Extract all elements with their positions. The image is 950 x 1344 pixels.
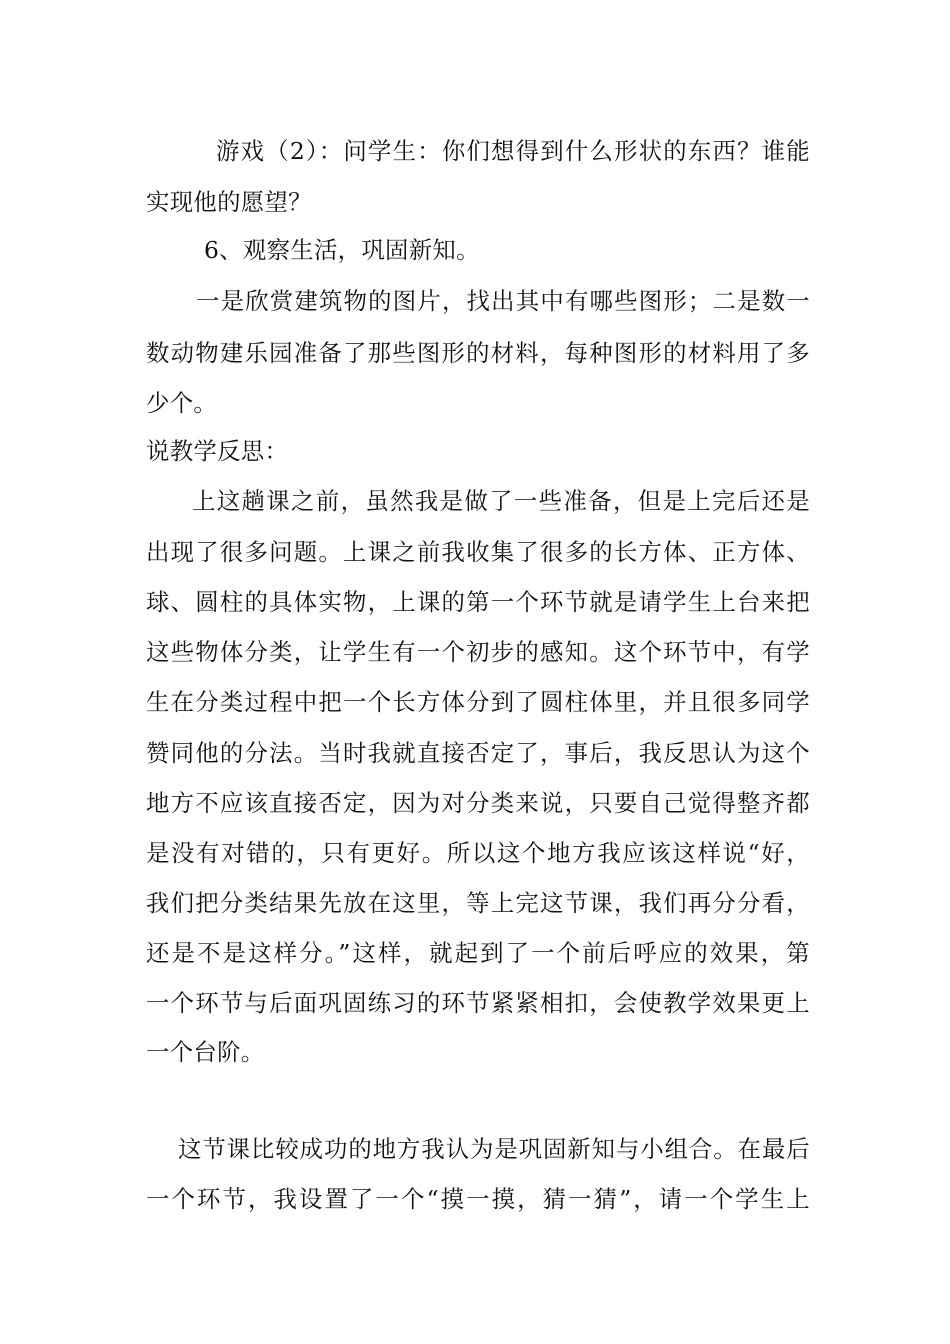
text-line-6: 少个。 xyxy=(146,389,218,417)
text-line-3: 6、观察生活，巩固新知。 xyxy=(204,236,480,264)
text-line-11: 这些物体分类，让学生有一个初步的感知。这个环节中，有学 xyxy=(146,638,810,666)
text-line-12: 生在分类过程中把一个长方体分到了圆柱体里，并且很多同学 xyxy=(146,688,810,716)
text-line-4: 一是欣赏建筑物的图片，找出其中有哪些图形；二是数一 xyxy=(196,287,810,315)
text-line-21: 一个环节，我设置了一个“摸一摸，猜一猜”，请一个学生上 xyxy=(146,1185,810,1213)
text-line-14: 地方不应该直接否定，因为对分类来说，只要自己觉得整齐都 xyxy=(146,789,810,817)
text-line-9: 出现了很多问题。上课之前我收集了很多的长方体、正方体、 xyxy=(146,538,810,566)
text-line-2: 实现他的愿望？ xyxy=(146,188,312,216)
text-line-18: 一个环节与后面巩固练习的环节紧紧相扣，会使教学效果更上 xyxy=(146,989,810,1017)
text-line-13: 赞同他的分法。当时我就直接否定了，事后，我反思认为这个 xyxy=(146,739,810,767)
text-line-19: 一个台阶。 xyxy=(146,1038,265,1066)
text-line-16: 我们把分类结果先放在这里，等上完这节课，我们再分分看， xyxy=(146,889,810,917)
text-line-1: 游戏（2）：问学生：你们想得到什么形状的东西？谁能 xyxy=(216,137,810,165)
text-line-20: 这节课比较成功的地方我认为是巩固新知与小组合。在最后 xyxy=(178,1135,810,1163)
text-line-15: 是没有对错的，只有更好。所以这个地方我应该这样说“好， xyxy=(146,839,810,867)
text-line-10: 球、圆柱的具体实物，上课的第一个环节就是请学生上台来把 xyxy=(146,588,810,616)
text-line-8: 上这趟课之前，虽然我是做了一些准备，但是上完后还是 xyxy=(192,487,810,515)
text-line-5: 数动物建乐园准备了那些图形的材料，每种图形的材料用了多 xyxy=(146,339,810,367)
text-line-17: 还是不是这样分。”这样，就起到了一个前后呼应的效果，第 xyxy=(146,939,810,967)
section-heading: 说教学反思： xyxy=(146,437,289,465)
